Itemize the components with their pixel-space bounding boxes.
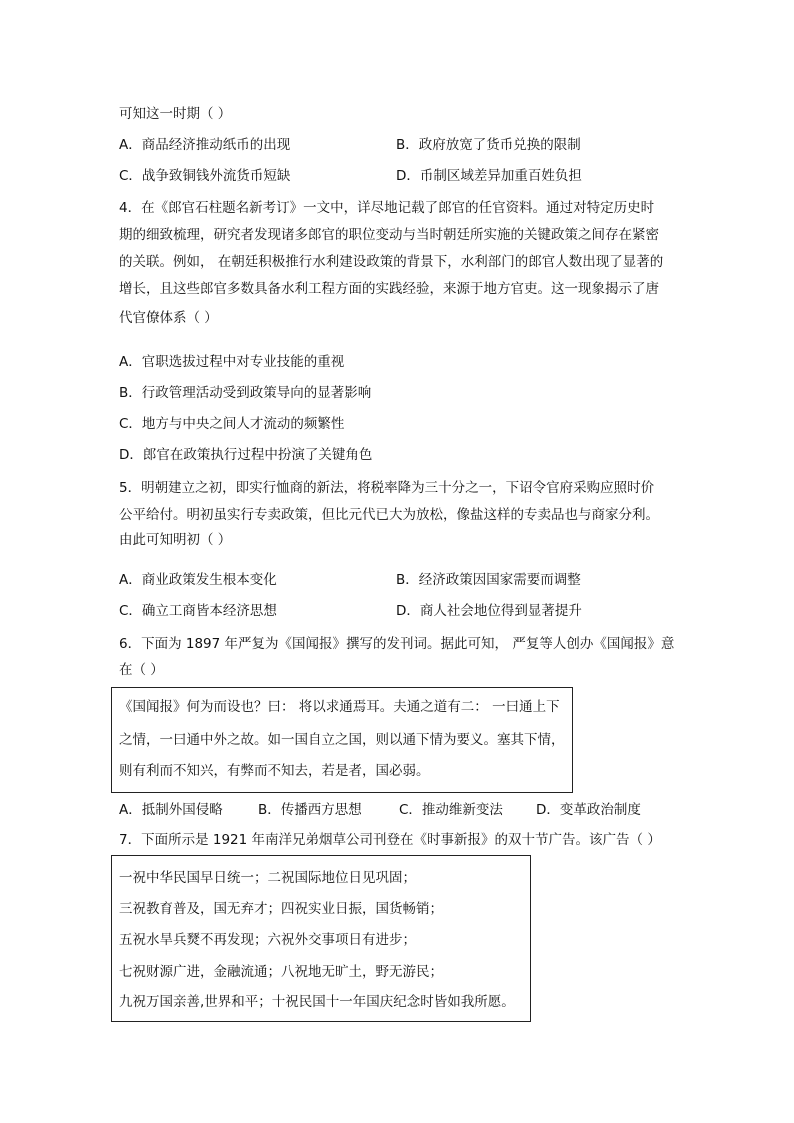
q5-stem-line: 公平给付。明初虽实行专卖政策，但比元代已大为放松，像盐这样的专卖品也与商家分利。 (119, 507, 659, 523)
q5-option-d[interactable]: D．商人社会地位得到显著提升 (396, 603, 582, 619)
q6-quote-line: 《国闻报》何为而设也？曰： 将以求通焉耳。夫通之道有二： 一曰通上下 (119, 699, 560, 715)
q6-quote-box (111, 687, 573, 793)
q6-option-b[interactable]: B．传播西方思想 (258, 802, 362, 818)
q5-stem-line: 5．明朝建立之初，即实行恤商的新法，将税率降为三十分之一，下诏令官府采购应照时价 (119, 480, 655, 496)
q7-stem-line: 7．下面所示是 1921 年南洋兄弟烟草公司刊登在《时事新报》的双十节广告。该广告（ ） (119, 832, 661, 848)
q4-stem-line: 期的细致梳理，研究者发现诸多郎官的职位变动与当时朝廷所实施的关键政策之间存在紧密 (119, 227, 659, 243)
q7-quote-line: 五祝水旱兵燹不再发现；六祝外交事项日有进步； (119, 932, 416, 948)
q7-quote-line: 三祝教育普及，国无弃才；四祝实业日振，国货畅销； (119, 901, 443, 917)
q6-stem-line: 在（ ） (119, 662, 164, 678)
q6-stem-line: 6．下面为 1897 年严复为《国闻报》撰写的发刊词。据此可知， 严复等人创办《国闻报》意 (119, 636, 675, 652)
q3-option-a[interactable]: A．商品经济推动纸币的出现 (119, 137, 291, 153)
q4-option-d[interactable]: D．郎官在政策执行过程中扮演了关键角色 (119, 447, 373, 463)
q5-option-b[interactable]: B．经济政策因国家需要而调整 (396, 572, 581, 588)
q3-option-b[interactable]: B．政府放宽了货币兑换的限制 (396, 137, 581, 153)
q3-stem-tail: 可知这一时期（ ） (119, 106, 232, 122)
q5-option-c[interactable]: C．确立工商皆本经济思想 (119, 603, 277, 619)
q6-option-d[interactable]: D．变革政治制度 (536, 802, 641, 818)
q6-quote-line: 之情，一曰通中外之故。如一国自立之国，则以通下情为要义。塞其下情， (119, 732, 565, 748)
q4-option-b[interactable]: B．行政管理活动受到政策导向的显著影响 (119, 385, 372, 401)
q6-option-a[interactable]: A．抵制外国侵略 (119, 802, 223, 818)
q5-option-a[interactable]: A．商业政策发生根本变化 (119, 572, 277, 588)
q3-option-c[interactable]: C．战争致铜钱外流货币短缺 (119, 168, 291, 184)
q4-option-a[interactable]: A．官职选拔过程中对专业技能的重视 (119, 354, 345, 370)
q6-quote-line: 则有利而不知兴，有弊而不知去，若是者，国必弱。 (119, 763, 430, 779)
q7-quote-line: 九祝万国亲善,世界和平；十祝民国十一年国庆纪念时皆如我所愿。 (119, 994, 515, 1010)
q4-stem-line: 代官僚体系（ ） (119, 310, 218, 326)
q3-option-d[interactable]: D．币制区域差异加重百姓负担 (396, 168, 582, 184)
q4-stem-line: 的关联。例如， 在朝廷积极推行水利建设政策的背景下，水利部门的郎官人数出现了显著的 (119, 254, 664, 270)
q5-stem-line: 由此可知明初（ ） (119, 532, 232, 548)
q7-quote-box (111, 855, 531, 1022)
q6-option-c[interactable]: C．推动维新变法 (399, 802, 503, 818)
q4-stem-line: 增长，且这些郎官多数具备水利工程方面的实践经验，来源于地方官吏。这一现象揭示了唐 (119, 281, 659, 297)
q7-quote-line: 七祝财源广进，金融流通；八祝地无旷土，野无游民； (119, 964, 443, 980)
q7-quote-line: 一祝中华民国早日统一；二祝国际地位日见巩固； (119, 870, 416, 886)
q4-stem-line: 4．在《郎官石柱题名新考订》一文中，详尽地记载了郎官的任官资料。通过对特定历史时 (119, 200, 655, 216)
q4-option-c[interactable]: C．地方与中央之间人才流动的频繁性 (119, 416, 345, 432)
